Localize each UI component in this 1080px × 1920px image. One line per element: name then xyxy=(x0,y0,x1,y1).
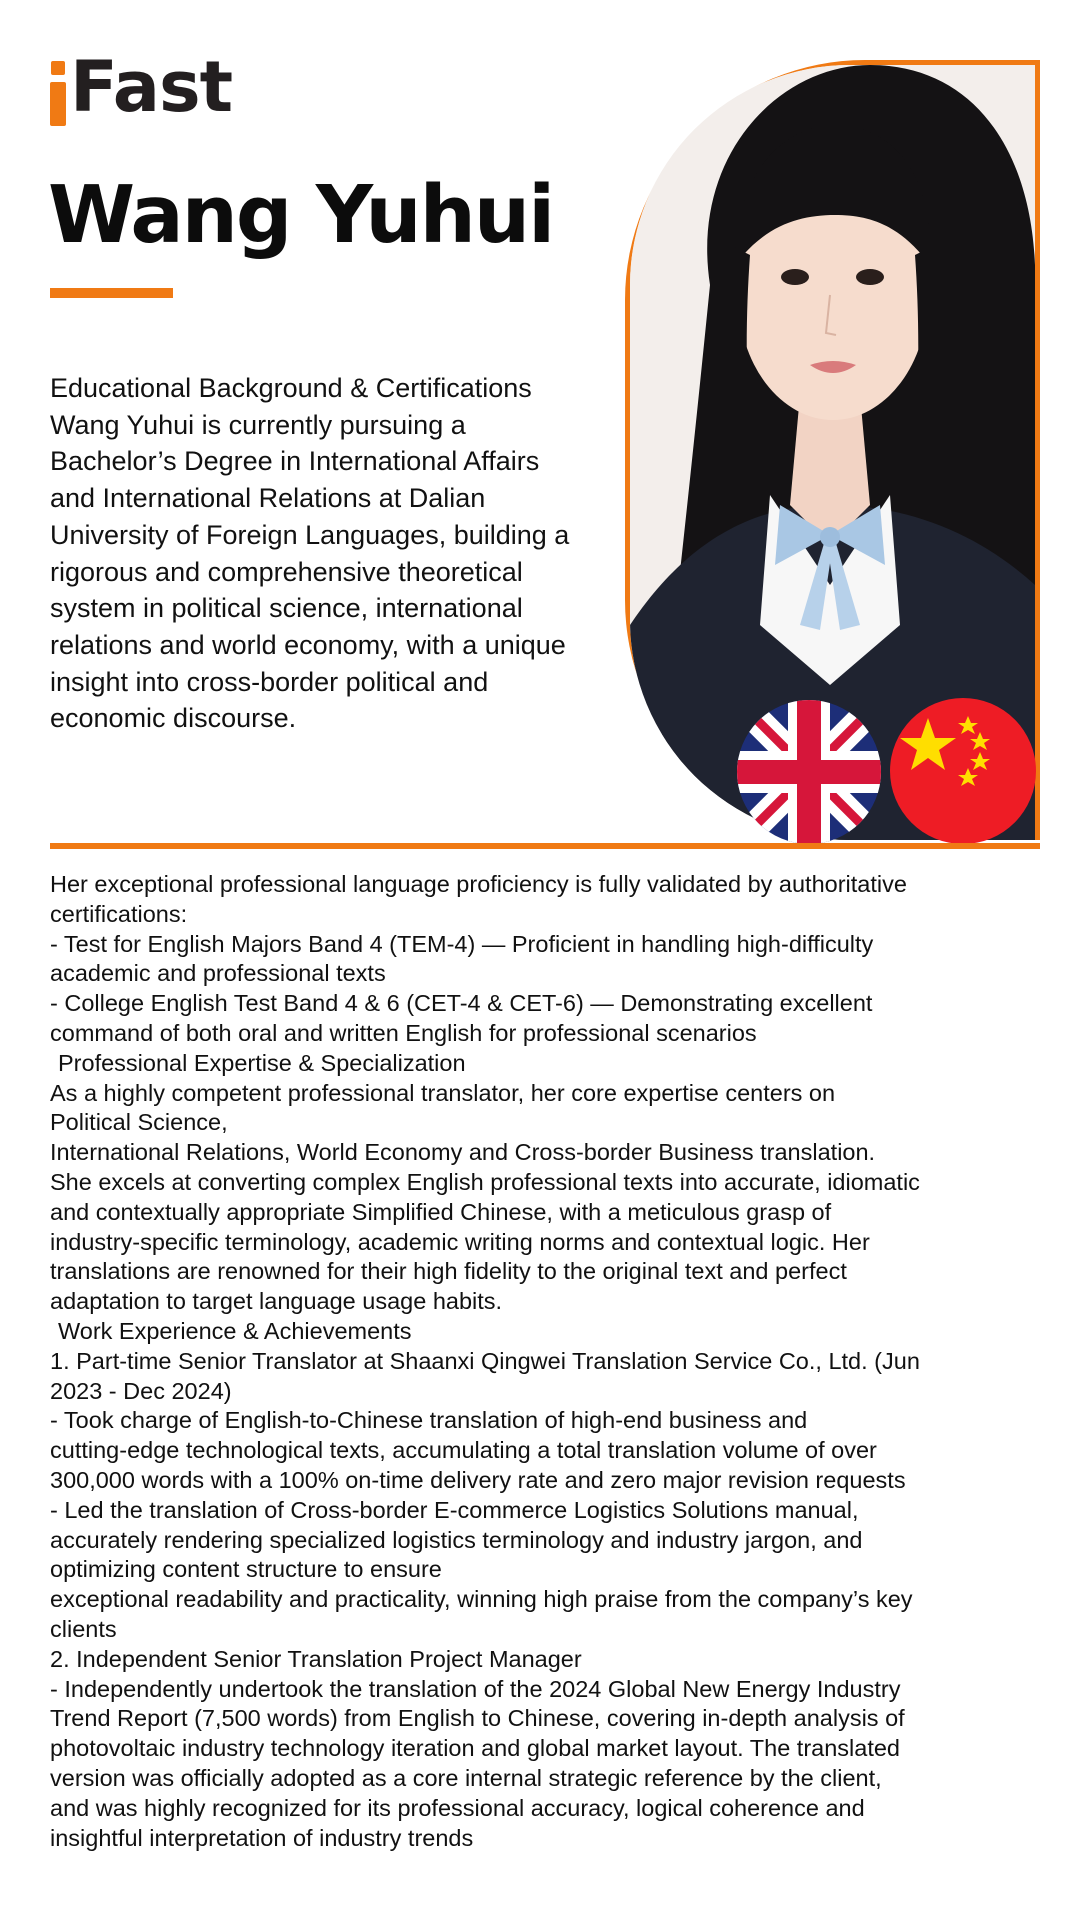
body-line: academic and professional texts xyxy=(50,960,386,987)
body-line: adaptation to target language usage habits. xyxy=(50,1288,503,1315)
intro-line: economic discourse. xyxy=(50,703,297,734)
logo-i-dot xyxy=(51,61,65,75)
body-line: optimizing content structure to ensure xyxy=(50,1556,442,1583)
section-heading-experience: Work Experience & Achievements xyxy=(58,1317,412,1344)
intro-line: rigorous and comprehensive theoretical xyxy=(50,556,523,587)
profile-name: Wang Yuhui xyxy=(48,169,554,261)
intro-heading: Educational Background & Certifications xyxy=(50,373,532,403)
body-line: Trend Report (7,500 words) from English to Chinese, covering in-depth analysis of xyxy=(50,1705,905,1732)
body-line: She excels at converting complex English professional texts into accurate, idiomatic xyxy=(50,1168,920,1195)
body-line: As a highly competent professional translator, her core expertise centers on xyxy=(50,1079,836,1106)
body-line: command of both oral and written English for professional scenarios xyxy=(50,1019,757,1046)
body-line: exceptional readability and practicality, winning high praise from the company’s key xyxy=(50,1586,913,1613)
body-line: 2023 - Dec 2024) xyxy=(50,1377,232,1404)
section-heading-expertise: Professional Expertise & Specialization xyxy=(58,1049,466,1076)
intro-line: Wang Yuhui is currently pursuing a xyxy=(50,409,466,440)
body-line: 300,000 words with a 100% on-time delivery rate and zero major revision requests xyxy=(50,1466,906,1493)
body-line: - Took charge of English-to-Chinese translation of high-end business and xyxy=(50,1407,808,1434)
body-line: - Test for English Majors Band 4 (TEM-4) — Proficient in handling high-difficulty xyxy=(50,930,874,957)
uk-flag-icon xyxy=(737,700,881,844)
body-line: - Led the translation of Cross-border E-commerce Logistics Solutions manual, xyxy=(50,1496,859,1523)
body-line: 1. Part-time Senior Translator at Shaanxi Qingwei Translation Service Co., Ltd. (Jun xyxy=(50,1347,920,1374)
intro-line: and International Relations at Dalian xyxy=(50,483,486,514)
body-line: - Independently undertook the translation of the 2024 Global New Energy Industry xyxy=(50,1675,901,1702)
body-line: Her exceptional professional language proficiency is fully validated by authoritative xyxy=(50,871,907,897)
body-line: insightful interpretation of industry trends xyxy=(50,1824,474,1851)
body-line: certifications: xyxy=(50,900,188,927)
body-line: industry-specific terminology, academic writing norms and contextual logic. Her xyxy=(50,1228,870,1255)
body-line: and was highly recognized for its professional accuracy, logical coherence and xyxy=(50,1794,865,1821)
ifast-logo xyxy=(50,46,290,130)
body-line: and contextually appropriate Simplified Chinese, with a meticulous grasp of xyxy=(50,1198,832,1225)
body-line: version was officially adopted as a core internal strategic reference by the client, xyxy=(50,1764,882,1791)
body-line: photovoltaic industry technology iteration and global market layout. The translated xyxy=(50,1735,900,1762)
body-line: - College English Test Band 4 & 6 (CET-4 & CET-6) — Demonstrating excellent xyxy=(50,990,873,1017)
logo-i-stem xyxy=(50,82,66,126)
logo-text: Fast xyxy=(70,46,233,128)
name-underline xyxy=(50,288,173,298)
body-section xyxy=(50,870,1040,1853)
intro-line: University of Foreign Languages, building a xyxy=(50,519,570,550)
intro-line: system in political science, international xyxy=(50,593,523,624)
intro-line: insight into cross-border political and xyxy=(50,666,489,697)
body-line: cutting-edge technological texts, accumulating a total translation volume of over xyxy=(50,1437,877,1464)
body-line: Political Science, xyxy=(50,1109,228,1136)
body-line: accurately rendering specialized logistics terminology and industry jargon, and xyxy=(50,1526,863,1553)
body-line: clients xyxy=(50,1615,117,1642)
section-divider xyxy=(50,843,1040,849)
body-line: 2. Independent Senior Translation Project Manager xyxy=(50,1645,582,1672)
china-flag-icon xyxy=(890,698,1036,844)
body-line: International Relations, World Economy and Cross-border Business translation. xyxy=(50,1139,876,1166)
body-line: translations are renowned for their high fidelity to the original text and perfect xyxy=(50,1258,847,1285)
intro-line: relations and world economy, with a unique xyxy=(50,629,566,660)
intro-section xyxy=(50,370,640,737)
intro-line: Bachelor’s Degree in International Affairs xyxy=(50,446,540,477)
